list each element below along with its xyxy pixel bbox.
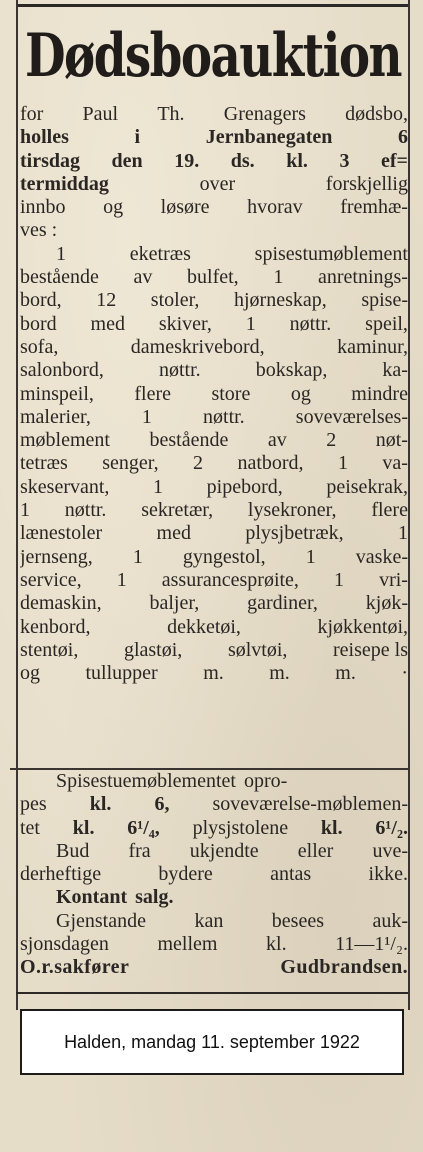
word: stoler, <box>150 289 200 312</box>
word: assurancesprøite, <box>161 568 299 591</box>
word: demaskin, <box>20 592 102 615</box>
word: baljer, <box>149 592 200 615</box>
text-line <box>20 243 408 266</box>
word: 19. <box>174 149 200 172</box>
word: med <box>90 312 125 335</box>
word: uve- <box>372 839 408 862</box>
word: 1 <box>334 568 344 591</box>
word: hvorav <box>247 196 303 219</box>
word: vaske- <box>355 545 408 568</box>
word: spise- <box>361 289 408 312</box>
text-line <box>20 840 408 863</box>
word: innbo <box>20 196 66 219</box>
auction-notice-terms <box>20 770 408 980</box>
word: termiddag <box>20 172 109 195</box>
text-line <box>20 219 408 242</box>
word: over <box>199 172 236 195</box>
word: Kontant <box>56 886 128 909</box>
word: soveværelses- <box>295 405 408 428</box>
word: for <box>20 103 44 125</box>
word: ds. <box>230 149 255 172</box>
word: den <box>111 149 143 172</box>
text-line <box>20 359 408 382</box>
word: flere <box>371 499 408 522</box>
word: kjøk- <box>365 592 408 615</box>
word: 1 <box>132 545 143 568</box>
word: kl. <box>72 816 95 839</box>
text-line <box>20 196 408 219</box>
word: kl. <box>286 149 308 172</box>
word: Bud <box>56 839 90 862</box>
text-line <box>20 933 408 956</box>
word: vri- <box>379 568 408 591</box>
word: opro- <box>243 770 288 792</box>
ad-heading: Dødsboauktion <box>25 21 401 91</box>
word: sekretær, <box>141 499 214 522</box>
word: 1 <box>337 452 348 475</box>
word: mellem <box>157 933 218 956</box>
word: 1 <box>397 522 408 545</box>
word: gardiner, <box>247 592 318 615</box>
text-line <box>20 150 408 173</box>
word: kl. <box>89 793 112 816</box>
word: med <box>156 522 191 545</box>
text-line <box>20 336 408 359</box>
word: 12 <box>96 289 117 312</box>
word: Th. <box>157 103 185 125</box>
word: speil, <box>365 312 408 335</box>
date-caption: Halden, mandag 11. september 1922 <box>20 1009 404 1075</box>
word: skeservant, <box>20 475 110 498</box>
word: hjørneskap, <box>234 289 327 312</box>
word: auk- <box>372 909 408 932</box>
word: dameskrivebord, <box>130 335 265 358</box>
word: fra <box>128 839 151 862</box>
word: plysjbetræk, <box>245 522 344 545</box>
word: bulfet, <box>187 266 239 289</box>
word: eketræs <box>129 242 191 265</box>
word: nøttr. <box>64 499 107 522</box>
word: holles <box>20 126 69 149</box>
word: m. <box>335 662 356 685</box>
word: natbord, <box>237 452 304 475</box>
word: kl. <box>320 816 343 839</box>
word: kjøkkentøi, <box>317 615 408 638</box>
word: dødsbo, <box>345 103 408 125</box>
word: minspeil, <box>20 382 94 405</box>
word: salonbord, <box>20 359 104 382</box>
text-line <box>20 886 408 909</box>
word: derheftige <box>20 863 102 886</box>
text-line <box>20 429 408 452</box>
auction-notice-body <box>20 103 408 685</box>
word: antas <box>270 863 312 886</box>
word: malerier, <box>20 405 91 428</box>
word: reisepe ls <box>333 638 408 661</box>
text-line <box>20 476 408 499</box>
word: service, <box>20 568 82 591</box>
word: m. <box>269 662 290 685</box>
word: 2 <box>326 429 337 452</box>
text-line <box>20 569 408 592</box>
text-line <box>20 499 408 522</box>
text-line <box>20 173 408 196</box>
text-line <box>20 383 408 406</box>
text-line <box>20 910 408 933</box>
word: 2 <box>193 452 204 475</box>
word: plysjstolene <box>192 816 289 839</box>
word: 3 <box>339 149 350 172</box>
word: nøttr. <box>289 312 332 335</box>
word: Spisestuemøblementet <box>56 770 236 792</box>
word: senger, <box>102 452 159 475</box>
word: nøttr. <box>203 405 245 428</box>
word: ef= <box>381 149 408 172</box>
column-rule-left <box>16 0 18 1010</box>
word: bord <box>20 312 57 335</box>
word: 6¹/₂. <box>375 816 408 839</box>
word: 1 <box>245 312 256 335</box>
text-line <box>20 616 408 639</box>
word: pipebord, <box>206 475 283 498</box>
word: spisestumøblement <box>254 242 408 265</box>
word: lysekroner, <box>247 499 337 522</box>
word: 6 <box>397 126 408 149</box>
word: sofa, <box>20 335 59 358</box>
word: 6, <box>154 793 170 816</box>
text-line <box>20 863 408 886</box>
text-line <box>20 103 408 126</box>
word: Jernbanegaten <box>205 126 333 149</box>
text-line <box>20 592 408 615</box>
word: kaminur, <box>337 335 408 358</box>
word: skiver, <box>158 312 212 335</box>
word: sølvtøi, <box>227 638 288 661</box>
text-line <box>20 639 408 662</box>
word: kan <box>194 909 224 932</box>
word: eller <box>297 839 334 862</box>
word: anretnings- <box>317 266 408 289</box>
column-rule-right <box>408 0 410 1010</box>
word: fremhæ- <box>340 196 408 219</box>
word: besees <box>271 909 324 932</box>
text-line <box>20 406 408 429</box>
word: flere <box>134 382 171 405</box>
word: nøttr. <box>158 359 201 382</box>
word: 1 <box>20 499 30 522</box>
word: dekketøi, <box>167 615 241 638</box>
word: bestående <box>20 266 99 289</box>
text-line <box>20 126 408 149</box>
word: mindre <box>351 382 408 405</box>
word: m. <box>203 662 224 685</box>
top-rule <box>18 4 410 7</box>
word: pes <box>20 793 47 816</box>
word: 1 <box>273 266 284 289</box>
word: og <box>290 382 311 405</box>
word: gyngestol, <box>182 545 266 568</box>
word: i <box>134 126 141 149</box>
text-line <box>20 313 408 336</box>
word: soveværelse-møblemen- <box>212 793 408 816</box>
word: 1 <box>153 475 164 498</box>
text-line <box>20 452 408 475</box>
word: av <box>267 429 287 452</box>
text-line <box>20 522 408 545</box>
word: 1 <box>141 405 152 428</box>
word: av <box>133 266 153 289</box>
word: va- <box>382 452 408 475</box>
word: 11—1¹/₂. <box>335 933 408 956</box>
word: og <box>103 196 124 219</box>
word: tirsdag <box>20 149 80 172</box>
text-line <box>20 266 408 289</box>
word: kenbord, <box>20 615 91 638</box>
word: 1 <box>116 568 127 591</box>
word: sjonsdagen <box>20 933 109 956</box>
word: stentøi, <box>20 638 79 661</box>
text-line <box>20 289 408 312</box>
text-line <box>20 956 408 979</box>
word: Grenagers <box>223 103 306 125</box>
word: 1 <box>56 242 66 265</box>
text-line <box>20 546 408 569</box>
word: forskjellig <box>325 172 408 195</box>
word: ukjendte <box>189 839 259 862</box>
word: møblement <box>20 429 110 452</box>
word: bestående <box>149 429 229 452</box>
text-line <box>20 770 408 793</box>
word: tet <box>20 816 40 839</box>
text-line <box>20 662 408 685</box>
word: løsøre <box>160 196 210 219</box>
word: og <box>20 662 40 685</box>
word: Paul <box>82 103 119 125</box>
word: 6¹/₄, <box>127 816 160 839</box>
text-line <box>20 793 408 816</box>
word: O.r.sakfører <box>20 956 130 979</box>
word: bydere <box>158 863 213 886</box>
bottom-rule <box>16 992 408 994</box>
word: ves : <box>20 219 58 242</box>
word: peisekrak, <box>326 475 408 498</box>
word: glastøi, <box>123 638 183 661</box>
word: 1 <box>305 545 316 568</box>
word: salg. <box>135 886 174 909</box>
word: bokskap, <box>255 359 328 382</box>
text-line <box>20 817 408 840</box>
word: tullupper <box>85 662 158 685</box>
word: Gjenstande <box>56 909 146 932</box>
word: kl. <box>266 933 287 956</box>
word: tetræs <box>20 452 68 475</box>
word: ikke. <box>368 863 408 886</box>
word: ka- <box>382 359 408 382</box>
word: nøt- <box>375 429 408 452</box>
word: bord, <box>20 289 62 312</box>
word: lænestoler <box>20 522 103 545</box>
word: · <box>401 662 408 685</box>
word: Gudbrandsen. <box>280 956 408 979</box>
word: store <box>211 382 251 405</box>
word: jernseng, <box>20 545 93 568</box>
